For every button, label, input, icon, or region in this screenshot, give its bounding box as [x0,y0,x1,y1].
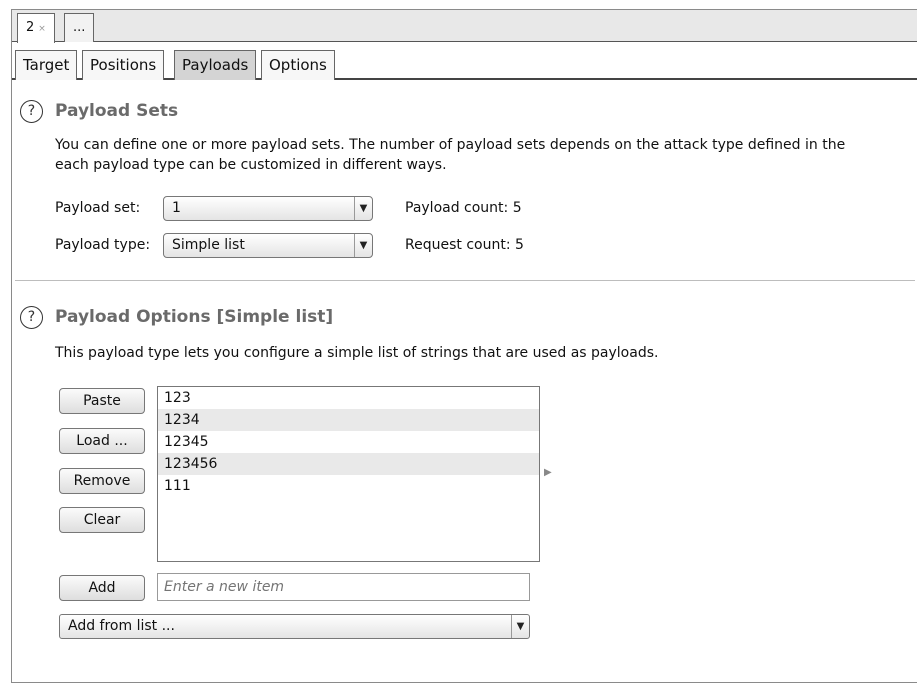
request-count: Request count: 5 [405,237,524,253]
new-item-input[interactable] [157,573,530,601]
payload-type-label: Payload type: [55,237,151,253]
payload-sets-description-1: You can define one or more payload sets. The number of payload sets depends on the attack type defined in the [55,137,846,153]
intruder-panel [11,9,917,683]
add-from-list-select[interactable] [59,614,530,639]
payload-list[interactable] [157,386,540,562]
list-item[interactable]: 123 [164,390,191,406]
payload-count: Payload count: 5 [405,200,522,216]
payload-set-select[interactable] [163,196,373,221]
expand-arrow-icon[interactable]: ▶ [544,467,552,478]
chevron-down-icon: ▼ [354,197,372,220]
payload-type-select[interactable] [163,233,373,258]
sub-tab-bar [12,48,917,80]
payload-options-title: Payload Options [Simple list] [55,307,334,327]
list-item[interactable]: 123456 [158,453,539,475]
section-divider [15,280,915,281]
payload-sets-title: Payload Sets [55,101,179,121]
remove-button[interactable]: Remove [59,468,145,494]
payload-set-label: Payload set: [55,200,141,216]
add-button[interactable]: Add [59,575,145,601]
list-item[interactable]: 1234 [158,409,539,431]
payload-set-value: 1 [172,200,181,216]
tab-target[interactable]: Target [15,50,77,80]
new-tab-label: ... [73,20,86,35]
close-icon[interactable]: × [38,24,46,34]
list-item[interactable]: 111 [164,478,191,494]
clear-button[interactable]: Clear [59,507,145,533]
attack-tab-2[interactable] [17,13,55,43]
attack-tab-label: 2 [26,20,35,35]
load-button[interactable]: Load ... [59,428,145,454]
payload-sets-description-2: each payload type can be customized in different ways. [55,157,447,173]
tab-options[interactable]: Options [261,50,335,80]
list-item[interactable]: 12345 [164,434,209,450]
tab-payloads[interactable]: Payloads [174,50,256,80]
chevron-down-icon: ▼ [511,615,529,638]
chevron-down-icon: ▼ [354,234,372,257]
attack-tab-bar [12,10,917,42]
add-from-list-label: Add from list ... [68,618,175,634]
tab-positions[interactable]: Positions [82,50,164,80]
new-tab-button[interactable] [64,13,94,42]
help-icon[interactable]: ? [20,100,43,123]
payload-options-description: This payload type lets you configure a simple list of strings that are used as payloads. [55,345,659,361]
help-icon[interactable]: ? [20,306,43,329]
paste-button[interactable]: Paste [59,388,145,414]
payload-type-value: Simple list [172,237,245,253]
